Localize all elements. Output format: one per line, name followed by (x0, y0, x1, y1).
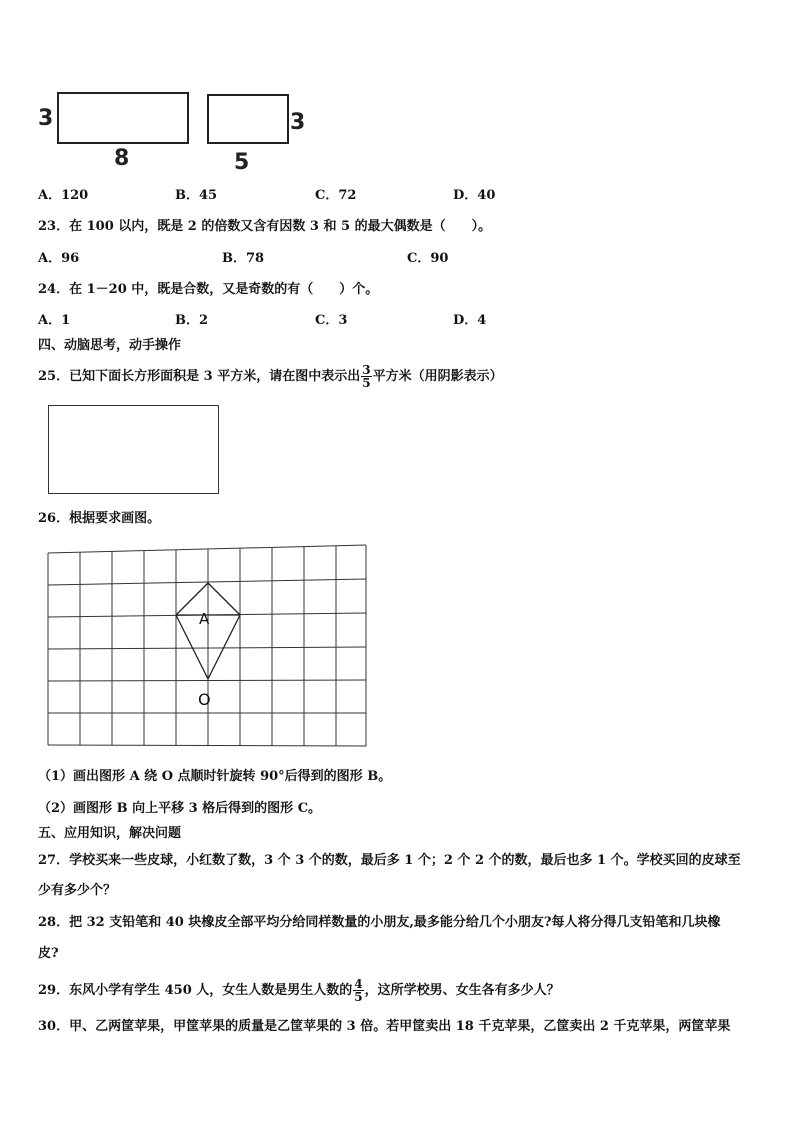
section5-heading: 五、应用知识，解决问题 (38, 826, 182, 841)
q29-fraction (353, 978, 363, 1003)
q24-option-d[interactable]: D．4 (453, 313, 487, 328)
q29-fraction-numerator: 4 (354, 977, 363, 991)
rectangles-figure (30, 85, 320, 175)
q25-text-post: 平方米（用阴影表示） (372, 369, 503, 384)
rectangle-5x3 (208, 95, 288, 143)
q24-option-b[interactable]: B．2 (175, 313, 209, 328)
point-o-label: O (198, 690, 211, 709)
q24-option-a[interactable]: A．1 (38, 313, 71, 328)
q25-text (38, 360, 503, 394)
q22-option-c[interactable]: C．72 (315, 188, 357, 203)
rect2-width-label: 5 (234, 150, 250, 175)
section4-heading: 四、动脑思考，动手操作 (38, 338, 182, 353)
q22-option-b[interactable]: B．45 (175, 188, 218, 203)
q29-fraction-denominator: 5 (354, 990, 363, 1004)
q22-option-d[interactable]: D．40 (453, 188, 496, 203)
q23-option-a[interactable]: A．96 (38, 251, 80, 266)
q29-text (38, 974, 560, 1008)
q27-line2: 少有多少个？ (38, 883, 117, 898)
rectangle-8x3 (58, 93, 188, 143)
q24-option-c[interactable]: C．3 (315, 313, 348, 328)
q25-fraction (361, 364, 371, 389)
q24-text: 24．在 1－20 中，既是合数，又是奇数的有（ ）个。 (38, 282, 379, 297)
q25-text-pre: 25．已知下面长方形面积是 3 平方米，请在图中表示出 (38, 369, 361, 384)
q28-line1: 28．把 32 支铅笔和 40 块橡皮全部平均分给同样数量的小朋友,最多能分给几个小朋友?每人将分得几支铅笔和几块橡 (38, 915, 721, 930)
shape-a-label: A (199, 610, 210, 628)
q26-grid-figure[interactable] (46, 543, 370, 749)
q29-text-post: ，这所学校男、女生各有多少人？ (364, 983, 560, 998)
q25-fraction-numerator: 3 (362, 363, 371, 377)
rect1-height-label: 3 (38, 106, 54, 131)
grid-lines (48, 545, 366, 746)
q29-text-pre: 29．东风小学有学生 450 人，女生人数是男生人数的 (38, 983, 353, 998)
q25-fraction-denominator: 5 (362, 376, 371, 390)
rect2-height-label: 3 (290, 110, 306, 135)
q28-line2: 皮? (38, 946, 59, 961)
q22-option-a[interactable]: A．120 (38, 188, 89, 203)
q26-text: 26．根据要求画图。 (38, 511, 161, 526)
rect1-width-label: 8 (114, 146, 130, 171)
q27-line1: 27．学校买来一些皮球，小红数了数，3 个 3 个的数，最后多 1 个；2 个 2 个的数，最后也多 1 个。学校买回的皮球至 (38, 853, 741, 868)
q30-line1: 30．甲、乙两筐苹果，甲筐苹果的质量是乙筐苹果的 3 倍。若甲筐卖出 18 千克苹果，乙筐卖出 2 千克苹果，两筐苹果 (38, 1019, 731, 1034)
q26-sub1: （1）画出图形 A 绕 O 点顺时针旋转 90°后得到的图形 B。 (38, 769, 392, 784)
q25-rectangle[interactable] (48, 405, 219, 494)
q23-option-c[interactable]: C．90 (407, 251, 449, 266)
q26-sub2: （2）画图形 B 向上平移 3 格后得到的图形 C。 (38, 801, 322, 816)
q23-option-b[interactable]: B．78 (222, 251, 265, 266)
q23-text: 23．在 100 以内，既是 2 的倍数又含有因数 3 和 5 的最大偶数是（ ）。 (38, 219, 492, 234)
